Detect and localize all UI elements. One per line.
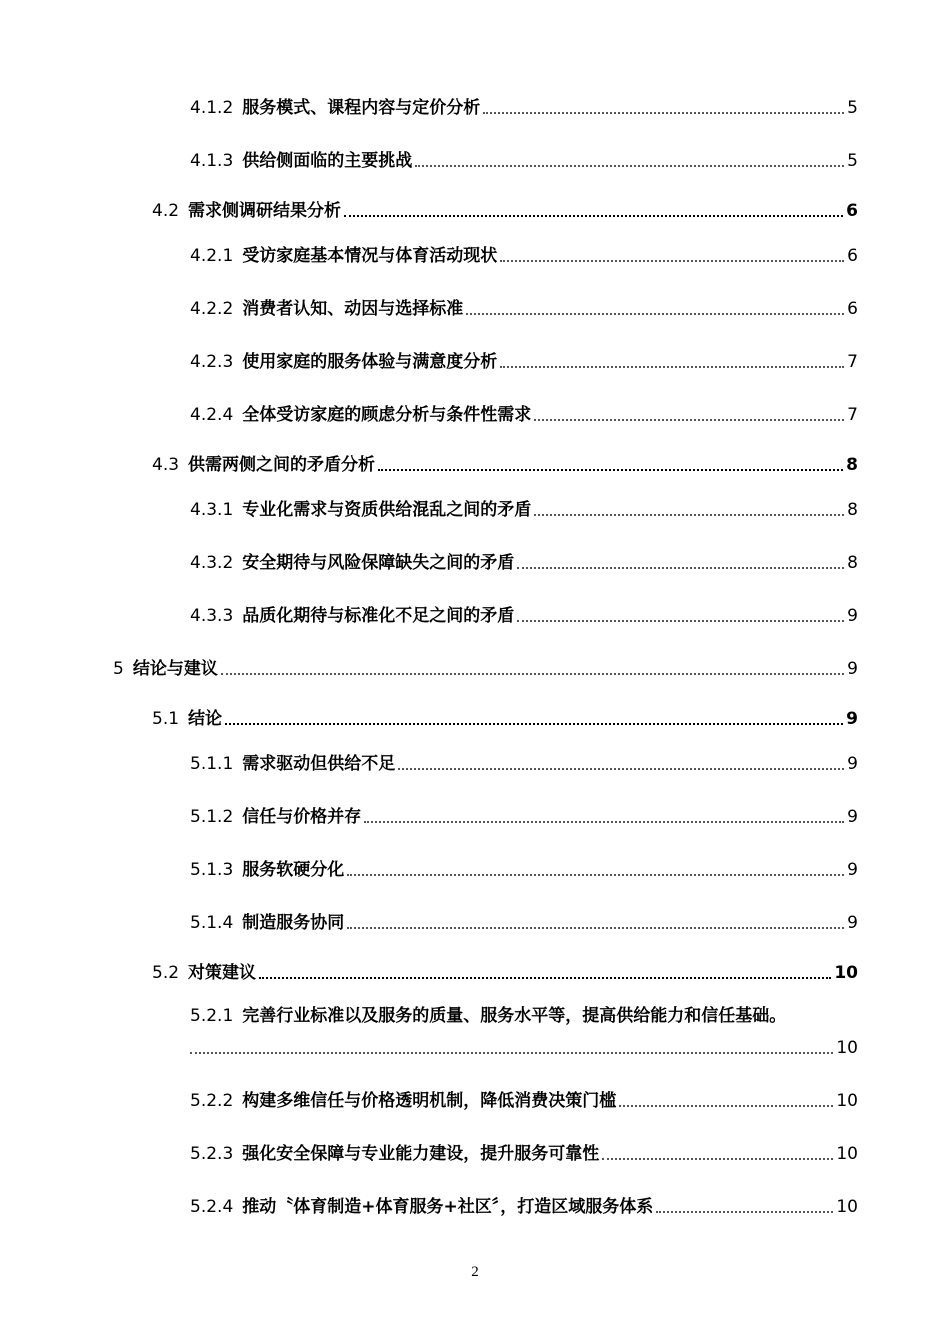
toc-entry-number: 5.1.2	[190, 807, 234, 827]
dot-leader	[364, 821, 844, 823]
toc-entry-page: 6	[847, 246, 858, 266]
toc-entry-number: 5.1.4	[190, 913, 234, 933]
toc-entry-page: 9	[847, 860, 858, 880]
toc-entry-page: 5	[847, 98, 858, 118]
toc-entry-page: 10	[836, 1144, 858, 1164]
toc-entry-page: 9	[847, 659, 858, 679]
toc-entry-title: 专业化需求与资质供给混乱之间的矛盾	[242, 500, 532, 520]
toc-entry-page: 10	[834, 963, 858, 983]
dot-leader	[534, 514, 844, 516]
toc-entry-number: 4.2.4	[190, 405, 234, 425]
toc-entry-title: 强化安全保障与专业能力建设，提升服务可靠性	[242, 1144, 600, 1164]
toc-entry-4-3-1[interactable]	[190, 500, 858, 520]
toc-entry-5-2-3[interactable]	[190, 1144, 858, 1164]
toc-entry-page: 10	[836, 1091, 858, 1111]
toc-entry-5-2-2[interactable]	[190, 1091, 858, 1111]
toc-entry-number: 5	[113, 659, 124, 679]
toc-entry-title: 使用家庭的服务体验与满意度分析	[242, 352, 498, 372]
toc-entry-title: 服务软硬分化	[242, 860, 345, 880]
toc-entry-number: 4.3.3	[190, 606, 234, 626]
toc-entry-number: 4.3.2	[190, 553, 234, 573]
toc-entry-page: 6	[846, 201, 858, 221]
toc-entry-number: 5.2	[152, 963, 180, 983]
toc-entry-number: 4.2.2	[190, 299, 234, 319]
dot-leader	[619, 1105, 833, 1107]
toc-entry-title: 结论	[188, 709, 223, 729]
toc-entry-title: 对策建议	[188, 963, 257, 983]
toc-entry-title: 需求侧调研结果分析	[188, 201, 342, 221]
toc-entry-4-1-2[interactable]	[190, 98, 858, 118]
toc-entry-page: 7	[847, 405, 858, 425]
toc-entry-number: 4.2.1	[190, 246, 234, 266]
toc-entry-number: 4.3.1	[190, 500, 234, 520]
dot-leader	[190, 1052, 833, 1054]
toc-entry-4-2-4[interactable]	[190, 405, 858, 425]
dot-leader	[517, 620, 844, 622]
toc-entry-number: 4.2	[152, 201, 180, 221]
toc-entry-title: 完善行业标准以及服务的质量、服务水平等，提高供给能力和信任基础。	[242, 1006, 787, 1026]
toc-entry-number: 4.1.3	[190, 151, 234, 171]
dot-leader	[347, 874, 844, 876]
toc-entry-title: 安全期待与风险保障缺失之间的矛盾	[242, 553, 515, 573]
toc-entry-page: 8	[846, 455, 858, 475]
toc-entry-page: 9	[846, 709, 858, 729]
toc-entry-title: 构建多维信任与价格透明机制，降低消费决策门槛	[242, 1091, 617, 1111]
dot-leader	[398, 768, 844, 770]
dot-leader	[500, 366, 844, 368]
toc-entry-number: 5.2.3	[190, 1144, 234, 1164]
toc-entry-title: 消费者认知、动因与选择标准	[242, 299, 464, 319]
toc-entry-number: 5.1.1	[190, 754, 234, 774]
toc-entry-title: 制造服务协同	[242, 913, 345, 933]
toc-entry-page: 10	[836, 1197, 858, 1217]
dot-leader	[483, 112, 844, 114]
toc-entry-page: 5	[847, 151, 858, 171]
toc-entry-5-2-4[interactable]	[190, 1197, 858, 1217]
toc-entry-5-1-1[interactable]	[190, 754, 858, 774]
dot-leader	[344, 215, 843, 217]
dot-leader	[225, 723, 843, 725]
toc-entry-4-2-2[interactable]	[190, 299, 858, 319]
dot-leader	[415, 165, 844, 167]
toc-entry-page: 7	[847, 352, 858, 372]
dot-leader	[221, 673, 844, 675]
toc-entry-title: 供需两侧之间的矛盾分析	[188, 455, 376, 475]
toc-entry-title: 全体受访家庭的顾虑分析与条件性需求	[242, 405, 532, 425]
toc-entry-5-1-3[interactable]	[190, 860, 858, 880]
toc-entry-title: 结论与建议	[132, 659, 218, 679]
toc-entry-page: 9	[847, 807, 858, 827]
dot-leader	[602, 1158, 833, 1160]
toc-entry-4-2-3[interactable]	[190, 352, 858, 372]
toc-entry-number: 5.2.4	[190, 1197, 234, 1217]
toc-entry-title: 品质化期待与标准化不足之间的矛盾	[242, 606, 515, 626]
toc-entry-page: 10	[836, 1038, 858, 1058]
toc-entry-title: 受访家庭基本情况与体育活动现状	[242, 246, 498, 266]
toc-entry-page: 8	[847, 553, 858, 573]
toc-entry-4-2[interactable]	[152, 201, 858, 221]
toc-entry-page: 6	[847, 299, 858, 319]
toc-entry-page: 9	[847, 913, 858, 933]
toc-entry-page: 9	[847, 606, 858, 626]
dot-leader	[656, 1211, 833, 1213]
toc-entry-4-3-2[interactable]	[190, 553, 858, 573]
dot-leader	[517, 567, 844, 569]
toc-entry-number: 5.1	[152, 709, 180, 729]
toc-entry-title: 需求驱动但供给不足	[242, 754, 396, 774]
toc-entry-number: 5.2.2	[190, 1091, 234, 1111]
toc-entry-5[interactable]	[113, 659, 858, 679]
toc-entry-title: 服务模式、课程内容与定价分析	[242, 98, 481, 118]
page-number: 2	[471, 1264, 479, 1280]
toc-entry-page: 9	[847, 754, 858, 774]
dot-leader	[500, 260, 844, 262]
toc-entry-5-1-2[interactable]	[190, 807, 858, 827]
toc-entry-number: 4.2.3	[190, 352, 234, 372]
toc-entry-number: 5.2.1	[190, 1006, 234, 1026]
toc-entry-number: 5.1.3	[190, 860, 234, 880]
toc-entry-4-3-3[interactable]	[190, 606, 858, 626]
toc-entry-4-2-1[interactable]	[190, 246, 858, 266]
toc-entry-number: 4.1.2	[190, 98, 234, 118]
dot-leader	[534, 419, 844, 421]
dot-leader	[347, 927, 844, 929]
toc-entry-title: 信任与价格并存	[242, 807, 362, 827]
toc-entry-title: 供给侧面临的主要挑战	[242, 151, 413, 171]
toc-entry-title: 推动〝体育制造+体育服务+社区〞，打造区域服务体系	[242, 1197, 654, 1217]
toc-entry-5-1-4[interactable]	[190, 913, 858, 933]
dot-leader	[466, 313, 844, 315]
toc-entry-number: 4.3	[152, 455, 180, 475]
toc-entry-5-2-1-continuation[interactable]	[190, 1038, 858, 1058]
toc-entry-5-2[interactable]	[152, 963, 858, 983]
toc-entry-4-1-3[interactable]	[190, 151, 858, 171]
toc-entry-5-2-1[interactable]	[190, 1006, 858, 1026]
toc-entry-4-3[interactable]	[152, 455, 858, 475]
dot-leader	[378, 469, 843, 471]
dot-leader	[259, 977, 831, 979]
toc-entry-5-1[interactable]	[152, 709, 858, 729]
toc-entry-page: 8	[847, 500, 858, 520]
